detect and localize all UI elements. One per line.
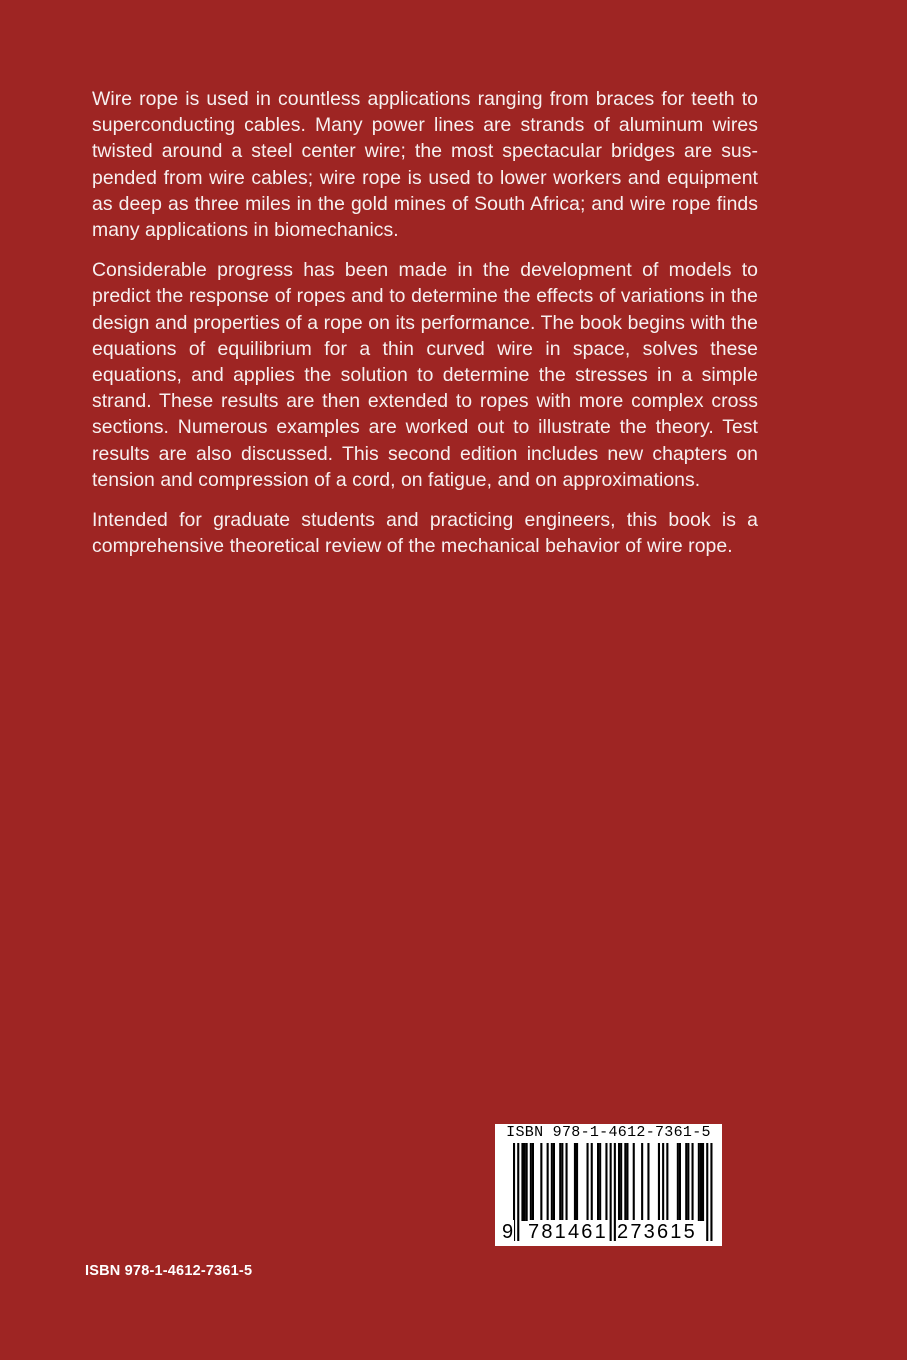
barcode-bar — [532, 1143, 534, 1221]
barcode-bar — [624, 1143, 626, 1221]
barcode-bar — [633, 1143, 635, 1221]
barcode-bar — [551, 1143, 553, 1221]
barcode-bar — [521, 1143, 523, 1221]
barcode-digits — [495, 1220, 722, 1244]
barcode-bar — [685, 1143, 687, 1221]
barcode-digit-group-right: 273615 — [617, 1221, 697, 1243]
barcode-bar — [524, 1143, 526, 1221]
barcode-bar — [540, 1143, 542, 1221]
barcode-bar — [561, 1143, 563, 1221]
barcode-digit-group-left: 781461 — [528, 1221, 608, 1243]
barcode-bar — [692, 1143, 694, 1221]
barcode-bar — [566, 1143, 568, 1221]
barcode-bar — [700, 1143, 702, 1221]
barcode-bar — [526, 1143, 528, 1221]
blurb-paragraph-3: Intended for graduate students and practicing engineers, this book is a comprehensive theoretical review of the mechanical behavior of wire rope. — [92, 509, 758, 558]
blurb-text — [92, 86, 758, 573]
blurb-paragraph-1: Wire rope is used in countless applications ranging from braces for teeth to superconducting cables. Many power lines are strands of aluminum wires twisted around a steel center wire; the most spectacular bridges are suspended from wire cables; wire rope is used to lower workers and equipment as deep as three miles in the gold mines of South Africa; and wire rope finds many applications in biomechanics. — [92, 88, 758, 242]
barcode-bar — [658, 1143, 660, 1221]
barcode-bar — [698, 1143, 700, 1221]
barcode-bar — [599, 1143, 601, 1221]
blurb-paragraph-2: Considerable progress has been made in the development of models to predict the response of ropes and to determine the effects of variations in the design and properties of a rope on its performance. The book begins with the equations of equilibrium for a thin curved wire in space, solves these equations, and applies the solution to determine the stresses in a simple strand. These results are then extended to ropes with more complex cross sections. Numerous examples are worked out to illustrate the theory. Test results are also discussed. This second edition includes new chapters on tension and compression of a cord, on fatigue, and on approximations. — [92, 259, 758, 491]
barcode-bar — [587, 1143, 589, 1221]
barcode-bar — [687, 1143, 689, 1221]
barcode-bar — [597, 1143, 599, 1221]
barcode-bar — [641, 1143, 643, 1221]
barcode-bar — [620, 1143, 622, 1221]
barcode-bar — [666, 1143, 668, 1221]
isbn-barcode — [495, 1124, 722, 1246]
barcode-bar — [574, 1143, 576, 1221]
barcode-bar — [677, 1143, 679, 1221]
barcode-bar — [618, 1143, 620, 1221]
barcode-bar — [591, 1143, 593, 1221]
barcode-bar — [702, 1143, 704, 1221]
barcode-bar — [647, 1143, 649, 1221]
barcode-bar — [679, 1143, 681, 1221]
barcode-bar — [559, 1143, 561, 1221]
barcode-bar — [530, 1143, 532, 1221]
barcode-bar — [576, 1143, 578, 1221]
barcode-isbn-label: ISBN 978-1-4612-7361-5 — [506, 1124, 711, 1141]
barcode-bar — [626, 1143, 628, 1221]
barcode-bar — [662, 1143, 664, 1221]
barcode-bar — [547, 1143, 549, 1221]
footer-isbn: ISBN 978-1-4612-7361-5 — [85, 1263, 253, 1279]
barcode-bar — [553, 1143, 555, 1221]
barcode-bar — [605, 1143, 607, 1221]
barcode-digit-first: 9 — [502, 1221, 514, 1243]
